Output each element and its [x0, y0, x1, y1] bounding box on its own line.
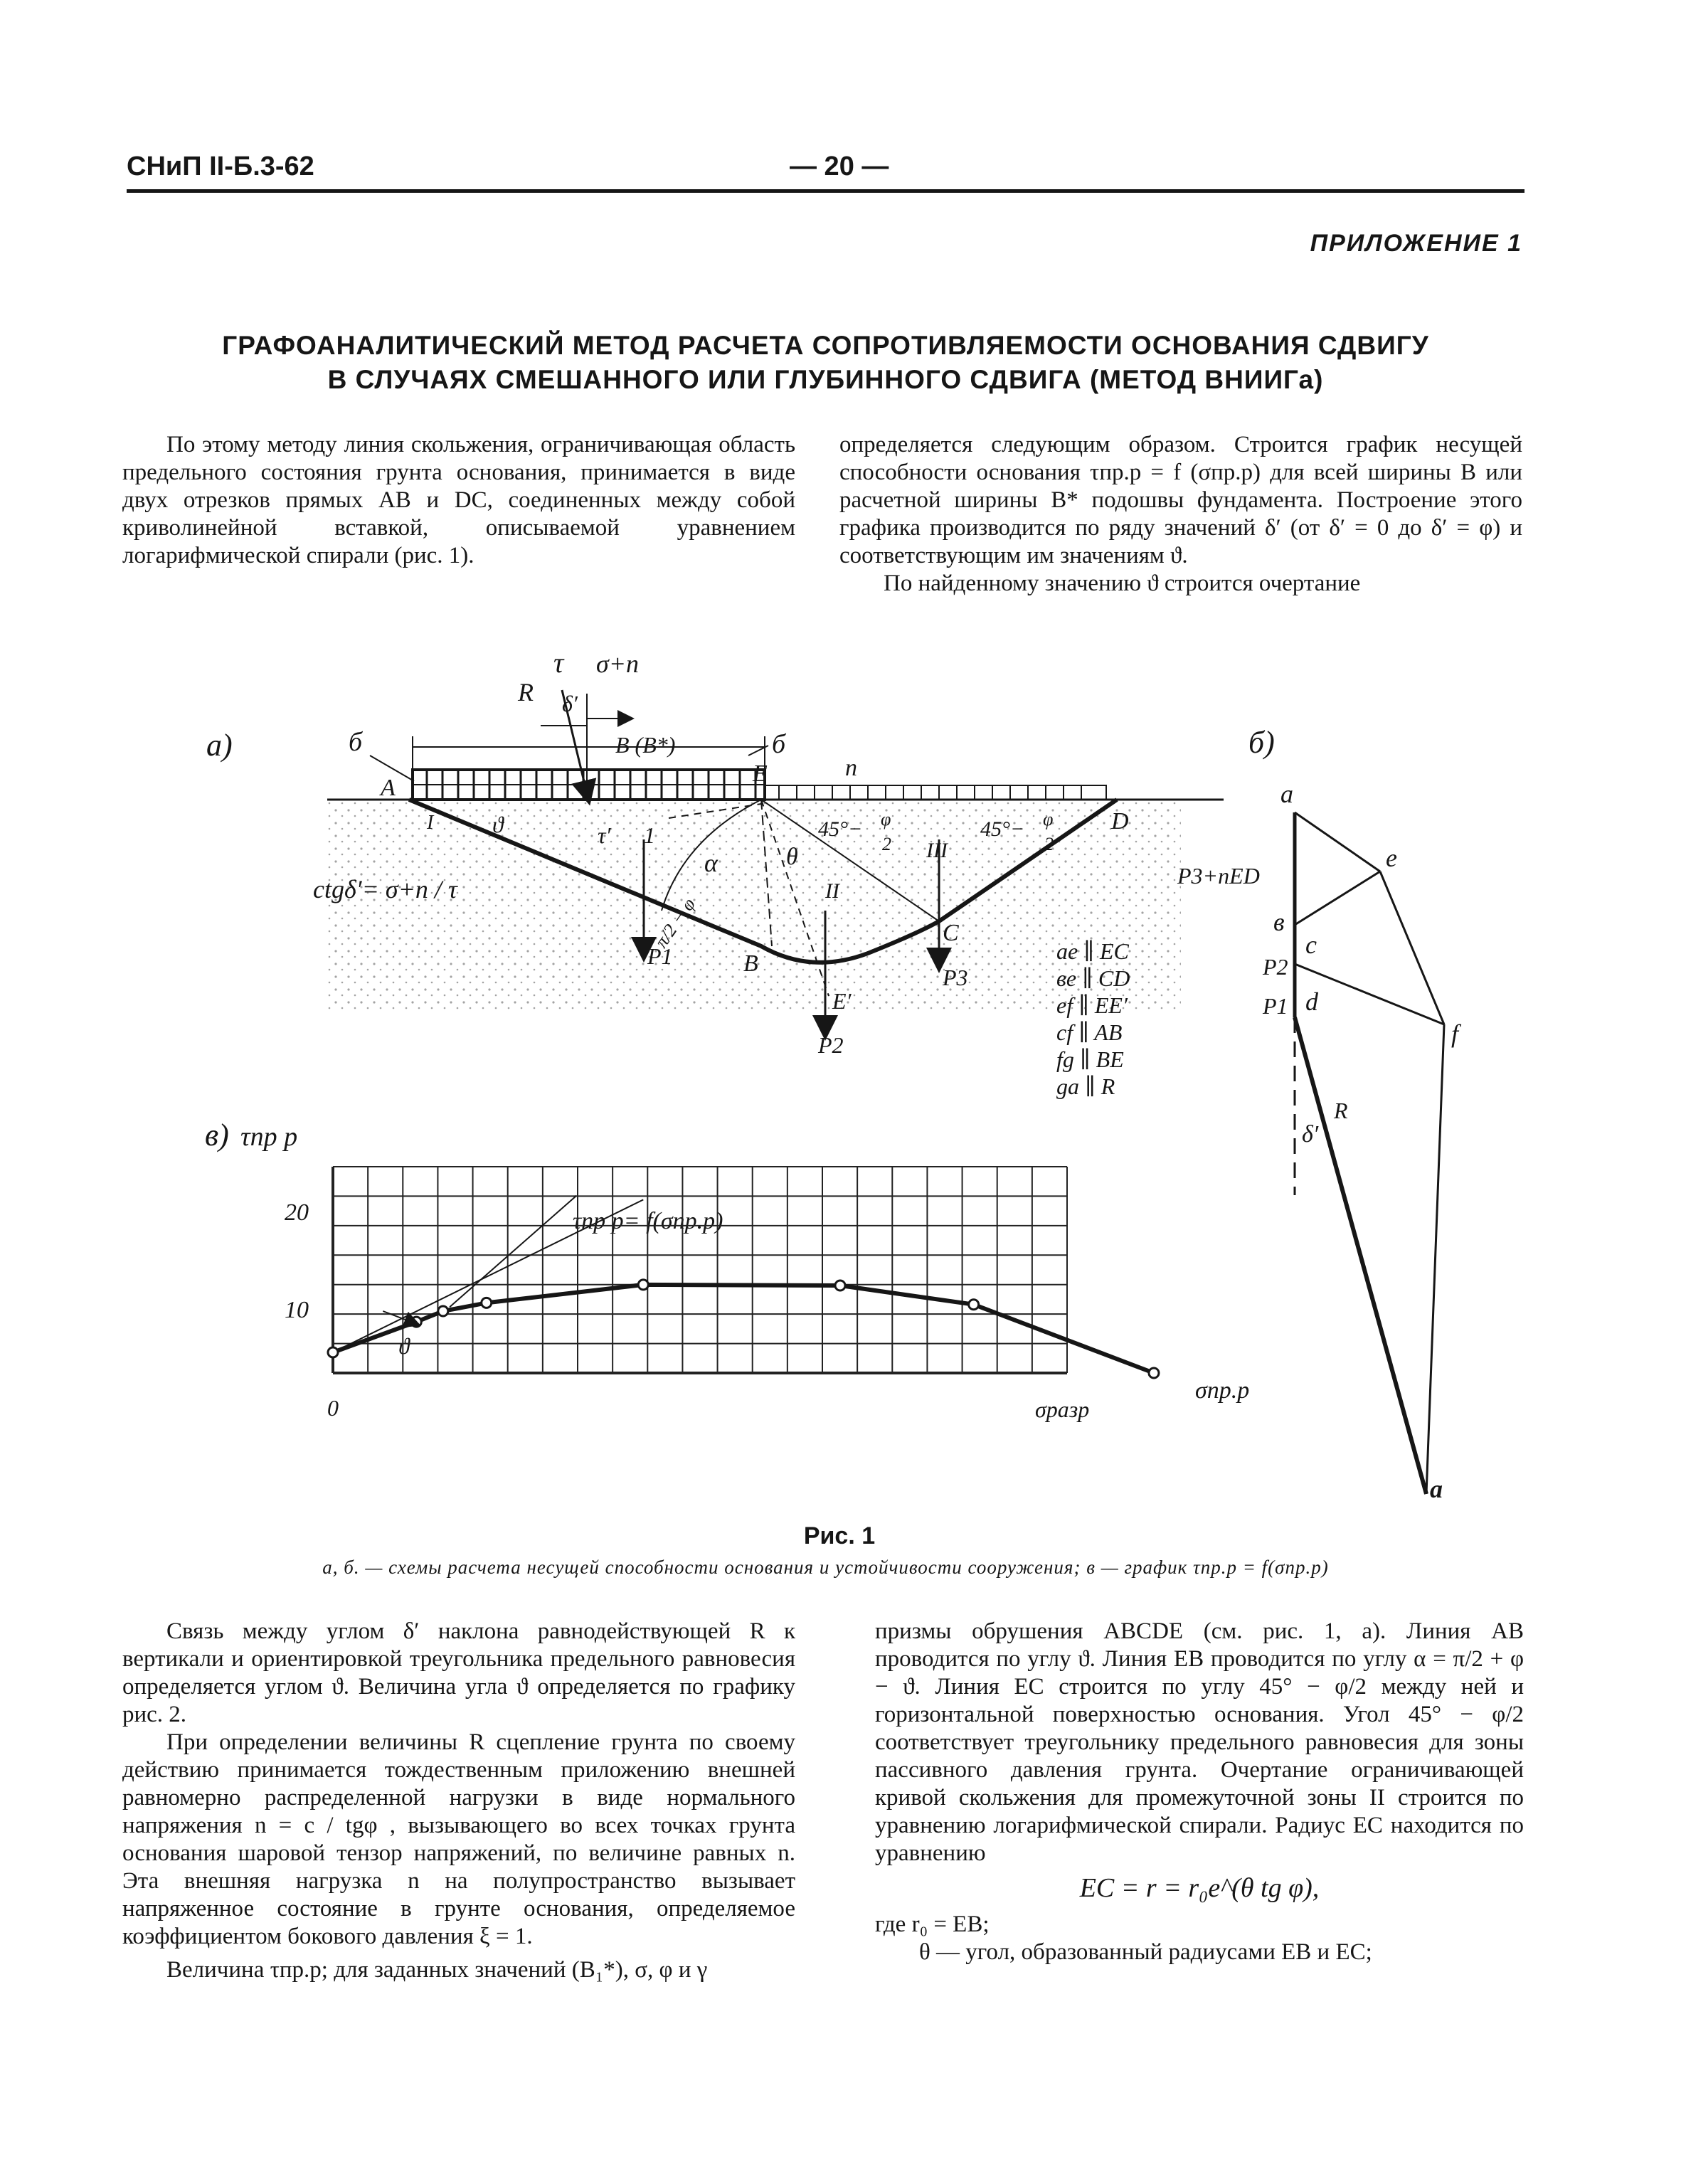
- parallel-item: вe ∥ CD: [1056, 965, 1130, 991]
- label-point-C: C: [943, 920, 959, 946]
- parallel-item: ga ∥ R: [1056, 1074, 1115, 1099]
- graph-origin: 0: [327, 1395, 339, 1421]
- label-alpha: α: [704, 849, 718, 877]
- body-right-paragraph-1: призмы обрушения ABCDE (см. рис. 1, а). Линия AB проводится по углу ϑ. Линия EB проводится по углу α = π/2 + φ − ϑ. Линия EC строится по углу 45° − φ/2 между ней и горизонтальной поверхностью основания. Угол 45° − φ/2 соответствует треугольнику предельного равновесия для зоны пассивного давления грунта. Очертание ограничивающей кривой скольжения для промежуточной зоны II строится по уравнению логарифмической спирали. Радиус EC находится по уравнению: [875, 1618, 1524, 1866]
- panel-v-label: в): [205, 1118, 229, 1152]
- label-E: E: [753, 760, 768, 787]
- where-theta: θ — угол, образованный радиусами EB и EC;: [919, 1939, 1372, 1965]
- graph-sigma-razr: σразр: [1035, 1396, 1090, 1422]
- parallel-item: cf ∥ AB: [1056, 1019, 1123, 1045]
- polygon-label-P3nED: P3+nED: [1177, 863, 1260, 889]
- data-point: [411, 1317, 421, 1327]
- label-phi-right: φ: [1043, 809, 1054, 829]
- zone-III-label: III: [926, 839, 948, 862]
- data-point: [638, 1280, 648, 1290]
- polygon-label-delta: δ′: [1302, 1121, 1319, 1147]
- label-theta-angle-left: ϑ: [492, 812, 504, 837]
- polygon-label-P2: P2: [1263, 954, 1288, 980]
- graph-x-axis-label: σпр.р: [1195, 1377, 1250, 1404]
- tangent-line: [333, 1199, 643, 1352]
- polygon-label-R: R: [1334, 1098, 1348, 1123]
- label-pi-phi: π/2 − φ: [650, 894, 700, 952]
- data-point: [835, 1281, 845, 1290]
- label-b-right: б: [772, 729, 786, 759]
- label-E-prime: E′: [832, 988, 852, 1014]
- doc-code: СНиП II-Б.3-62: [127, 152, 314, 181]
- intro-left-paragraph: По этому методу линия скольжения, ограничивающая область предельного состояния грунта основания, принимается в виде двух отрезков прямых AB и DC, соединенных между собой криволинейной вставкой, описываемой уравнением логарифмической спирали (рис. 1).: [122, 432, 795, 568]
- graph-curve-label: τпр р= f(σпр.р): [573, 1208, 723, 1234]
- body-left-paragraph-3: Величина τпр.р; для заданных значений (B₁*), σ, φ и γ: [166, 1957, 708, 1983]
- spiral-formula: EC = r = r₀e^(θ tg φ),: [1079, 1873, 1320, 1903]
- force-polygon: [1295, 812, 1444, 1494]
- label-phi-left: φ: [881, 809, 891, 829]
- polygon-label-c: c: [1305, 931, 1317, 959]
- polygon-label-a-bottom: a: [1430, 1475, 1443, 1503]
- data-point: [482, 1298, 492, 1308]
- appendix-label: ПРИЛОЖЕНИЕ 1: [1310, 230, 1522, 257]
- label-one: 1: [644, 822, 655, 848]
- data-point: [328, 1347, 338, 1357]
- intro-right-paragraph-2: По найденному значению ϑ строится очертание: [884, 571, 1361, 596]
- label-tau-top: τ: [553, 647, 564, 679]
- label-point-B: B: [743, 950, 758, 977]
- label-theta: θ: [786, 844, 798, 870]
- body-left-column: [122, 1618, 795, 1984]
- parallel-item: ef ∥ EE′: [1056, 992, 1128, 1018]
- figure-caption-title: Рис. 1: [803, 1522, 876, 1549]
- parallel-item: ae ∥ EC: [1056, 938, 1129, 964]
- title-line-1: ГРАФОАНАЛИТИЧЕСКИЙ МЕТОД РАСЧЕТА СОПРОТИВЛЯЕМОСТИ ОСНОВАНИЯ СДВИГУ: [222, 331, 1429, 360]
- label-P1-a: P1: [647, 943, 673, 969]
- parallel-item: fg ∥ BE: [1056, 1046, 1124, 1072]
- body-right-column: [875, 1618, 1524, 1966]
- label-b-left: б: [349, 727, 363, 757]
- body-left-paragraph-1: Связь между углом δ′ наклона равнодействующей R к вертикали и ориентировкой треугольника предельного равновесия определяется углом ϑ. Величина угла ϑ определяется по графику рис. 2.: [122, 1618, 795, 1727]
- panel-b-label: б): [1248, 725, 1275, 760]
- ctg-formula: ctgδ′= σ+n / τ: [313, 875, 457, 903]
- surcharge-load: [765, 785, 1106, 800]
- panel-a-label: а): [206, 728, 233, 763]
- graph-tick-10: 10: [285, 1297, 309, 1323]
- label-R: R: [518, 678, 534, 706]
- data-point: [969, 1300, 979, 1310]
- graph-tick-20: 20: [285, 1199, 309, 1226]
- graph-theta-mark: ϑ: [398, 1333, 410, 1359]
- label-tau-prime: τ′: [598, 822, 611, 848]
- body-left-paragraph-2: При определении величины R сцепление грунта по своему действию принимается тождественным приложению внешней равномерно распределенной нагрузки в виде нормального напряжения n = c / tgφ , вызывающего во всех точках грунта основания шаровой тензор напряжений, по величине равных n. Эта внешняя нагрузка n на полупространство вызывает напряженное состояние в грунте основания, определяемое коэффициентом бокового давления ξ = 1.: [122, 1729, 795, 1949]
- label-P3-a: P3: [943, 965, 968, 990]
- polygon-label-b: в: [1273, 908, 1285, 936]
- title-line-2: В СЛУЧАЯХ СМЕШАННОГО ИЛИ ГЛУБИННОГО СДВИГА (МЕТОД ВНИИГа): [327, 365, 1324, 394]
- label-delta-prime-a: δ′: [562, 691, 578, 716]
- label-A: A: [381, 775, 396, 801]
- label-45-right: 45°−: [980, 817, 1025, 841]
- label-45-left: 45°−: [818, 817, 863, 841]
- polygon-label-a-top: a: [1280, 780, 1293, 808]
- zone-II-label: II: [825, 879, 839, 903]
- zone-I-label: I: [427, 812, 434, 834]
- polygon-label-e: e: [1386, 844, 1397, 872]
- curve-label-pointer: [450, 1196, 576, 1308]
- data-point: [438, 1306, 448, 1316]
- polygon-label-d: d: [1305, 987, 1318, 1016]
- label-two-left: 2: [882, 834, 891, 854]
- label-D: D: [1111, 808, 1129, 834]
- where-r0: где r₀ = EB;: [875, 1912, 990, 1937]
- series-line: [333, 1285, 1154, 1373]
- intro-right-paragraph-1: определяется следующим образом. Строится график несущей способности основания τпр.р = f (σпр.р) для всей ширины B или расчетной ширины B* подошвы фундамента. Построение этого графика производится по ряду значений δ′ (от δ′ = 0 до δ′ = φ) и соответствующим им значениям ϑ.: [839, 432, 1522, 568]
- data-point: [1149, 1368, 1159, 1378]
- graph-y-axis-label: τпр р: [240, 1122, 298, 1152]
- label-n: n: [845, 755, 857, 781]
- chart-layer: [328, 1167, 1159, 1378]
- label-two-right: 2: [1044, 834, 1054, 854]
- polygon-label-f: f: [1451, 1019, 1459, 1048]
- soil-texture: [327, 800, 1181, 1013]
- figure-caption-text: а, б. — схемы расчета несущей способности основания и устойчивости сооружения; в — график τпр.р = f(σпр.р): [322, 1557, 1329, 1578]
- label-sigma-n: σ+n: [596, 650, 640, 678]
- parallel-list: [1056, 938, 1130, 1099]
- polygon-label-P1: P1: [1263, 993, 1288, 1019]
- label-P2-a: P2: [818, 1032, 844, 1058]
- dimension-b-label: B (B*): [615, 732, 676, 758]
- page-number: — 20 —: [790, 152, 889, 181]
